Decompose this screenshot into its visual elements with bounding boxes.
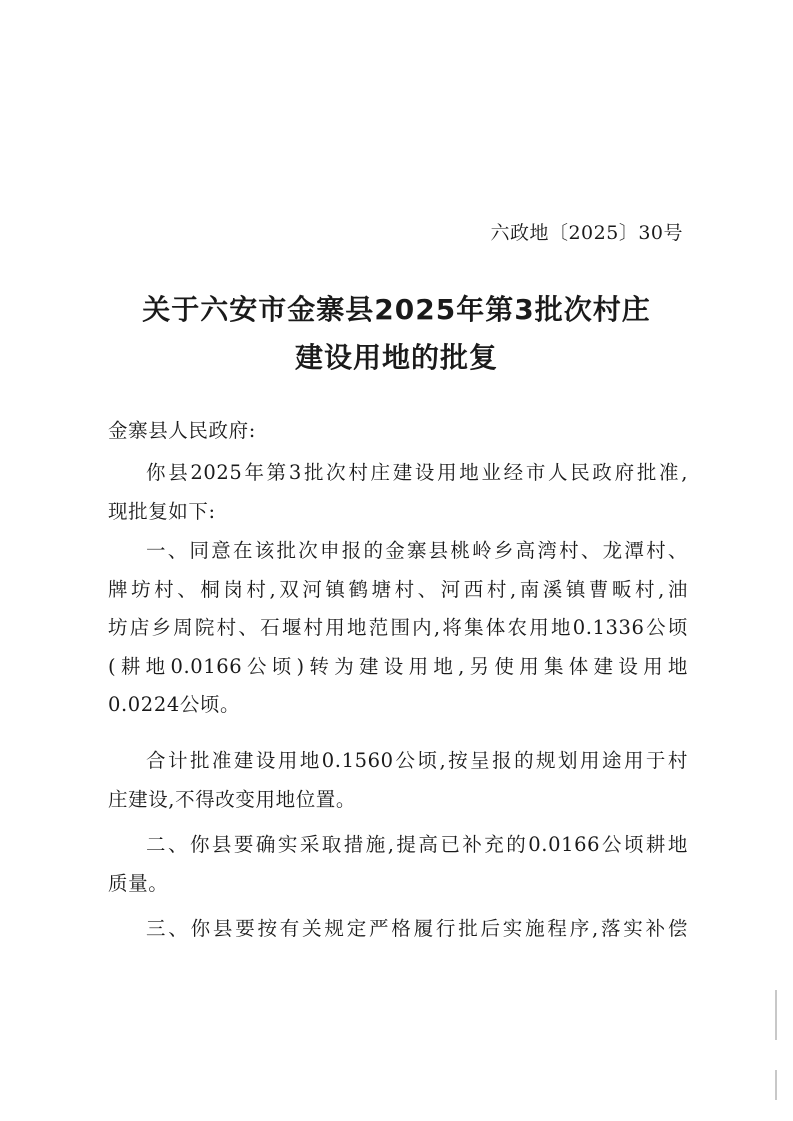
paragraph-line: (耕地0.0166公顷)转为建设用地,另使用集体建设用地 [108,654,688,678]
document-title-line-1: 关于六安市金寨县2025年第3批次村庄 [142,293,651,326]
paragraph-line: 0.0224公顷。 [108,693,241,716]
addressee-text: 金寨县人民政府: [108,419,256,442]
paragraph-line: 一、同意在该批次申报的金寨县桃岭乡高湾村、龙潭村、 [146,539,688,562]
scan-edge-mark [775,990,777,1040]
paragraph-line: 三、你县要按有关规定严格履行批后实施程序,落实补偿 [146,917,688,940]
paragraph-item-2 [108,826,688,903]
paragraph-line: 坊店乡周院村、石堰村用地范围内,将集体农用地0.1336公顷 [108,616,688,639]
scan-edge-mark [775,1070,777,1100]
paragraph-line: 合计批准建设用地0.1560公顷,按呈报的规划用途用于村 [146,749,688,772]
document-title-line-2: 建设用地的批复 [294,341,498,374]
paragraph-line: 庄建设,不得改变用地位置。 [108,787,356,811]
paragraph-item-3 [108,910,688,949]
paragraph-line: 现批复如下: [108,499,216,523]
paragraph-line: 你县2025年第3批次村庄建设用地业经市人民政府批准, [146,461,688,484]
paragraph-intro [108,454,688,531]
paragraph-item-1 [108,532,688,725]
addressee [108,412,688,451]
paragraph-total [108,742,688,819]
document-number: 六政地〔2025〕30号 [490,222,683,244]
paragraph-line: 牌坊村、桐岗村,双河镇鹤塘村、河西村,南溪镇曹畈村,油 [108,577,688,601]
paragraph-line: 质量。 [108,871,169,895]
paragraph-line: 二、你县要确实采取措施,提高已补充的0.0166公顷耕地 [146,833,688,856]
